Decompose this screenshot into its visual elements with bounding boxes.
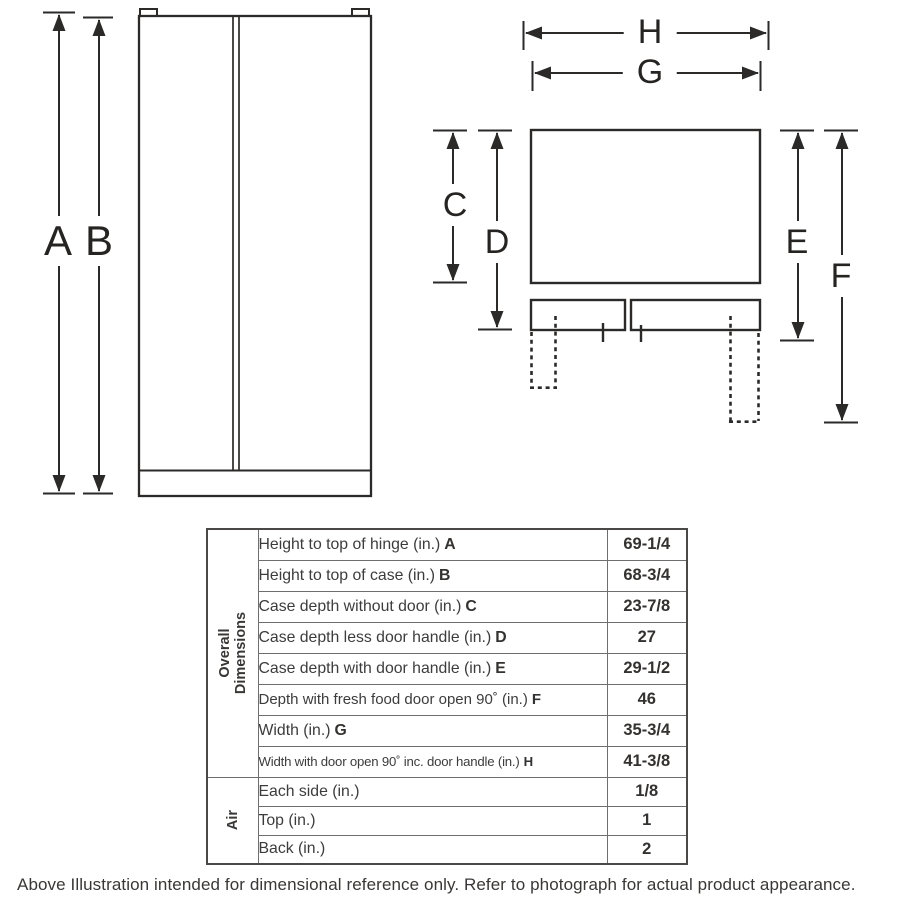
table-row (207, 591, 687, 622)
dimension-label-cell: Case depth with door handle (in.) E (258, 653, 607, 684)
dimension-label-cell: Case depth less door handle (in.) D (258, 622, 607, 653)
dimension-label-cell: Width (in.) G (258, 715, 607, 746)
door-open-outline-right (729, 316, 760, 422)
case-top-view (531, 130, 760, 283)
dim-label-g: G (623, 55, 677, 89)
table-row (207, 529, 687, 560)
dimension-label-cell: Each side (in.) (258, 777, 607, 806)
section-header-overall-dimensions: Overall Dimensions (207, 529, 258, 777)
fresh-food-door-top-view (631, 300, 760, 330)
table-row (207, 777, 687, 806)
dimension-label-cell: Height to top of case (in.) B (258, 560, 607, 591)
dim-label-b: B (80, 216, 118, 266)
table-row (207, 715, 687, 746)
door-open-outline-left (530, 316, 557, 388)
dimension-value-cell: 69-1/4 (607, 529, 687, 560)
dimension-label-cell: Back (in.) (258, 835, 607, 864)
dimension-value-cell: 27 (607, 622, 687, 653)
table-row (207, 653, 687, 684)
dimension-value-cell: 41-3/8 (607, 746, 687, 777)
footnote-caption: Above Illustration intended for dimensional reference only. Refer to photograph for actual product appearance. (17, 875, 856, 894)
dimension-label-cell: Height to top of hinge (in.) A (258, 529, 607, 560)
dim-label-f: F (824, 255, 859, 297)
dimensions-table (206, 528, 688, 865)
table-row (207, 684, 687, 715)
dim-label-d: D (478, 221, 517, 263)
dim-label-c: C (436, 184, 475, 226)
dim-label-h: H (624, 15, 677, 49)
freezer-door-top-view (531, 300, 625, 330)
table-row (207, 835, 687, 864)
dimension-value-cell: 29-1/2 (607, 653, 687, 684)
table-row (207, 560, 687, 591)
dimension-label-cell: Case depth without door (in.) C (258, 591, 607, 622)
dimension-value-cell: 46 (607, 684, 687, 715)
dim-label-a: A (39, 216, 77, 266)
dimension-value-cell: 1/8 (607, 777, 687, 806)
dimension-label-cell: Depth with fresh food door open 90˚ (in.) F (258, 684, 607, 715)
table-row (207, 746, 687, 777)
dimension-value-cell: 35-3/4 (607, 715, 687, 746)
section-header-air: Air (207, 777, 258, 864)
dimension-value-cell: 23-7/8 (607, 591, 687, 622)
dimension-label-cell: Width with door open 90˚ inc. door handle (in.) H (258, 746, 607, 777)
fridge-outline (139, 16, 371, 496)
table-row (207, 622, 687, 653)
dimension-label-cell: Top (in.) (258, 806, 607, 835)
table-row (207, 806, 687, 835)
dim-label-e: E (779, 221, 816, 263)
dimension-value-cell: 1 (607, 806, 687, 835)
dimension-value-cell: 68-3/4 (607, 560, 687, 591)
dimension-value-cell: 2 (607, 835, 687, 864)
